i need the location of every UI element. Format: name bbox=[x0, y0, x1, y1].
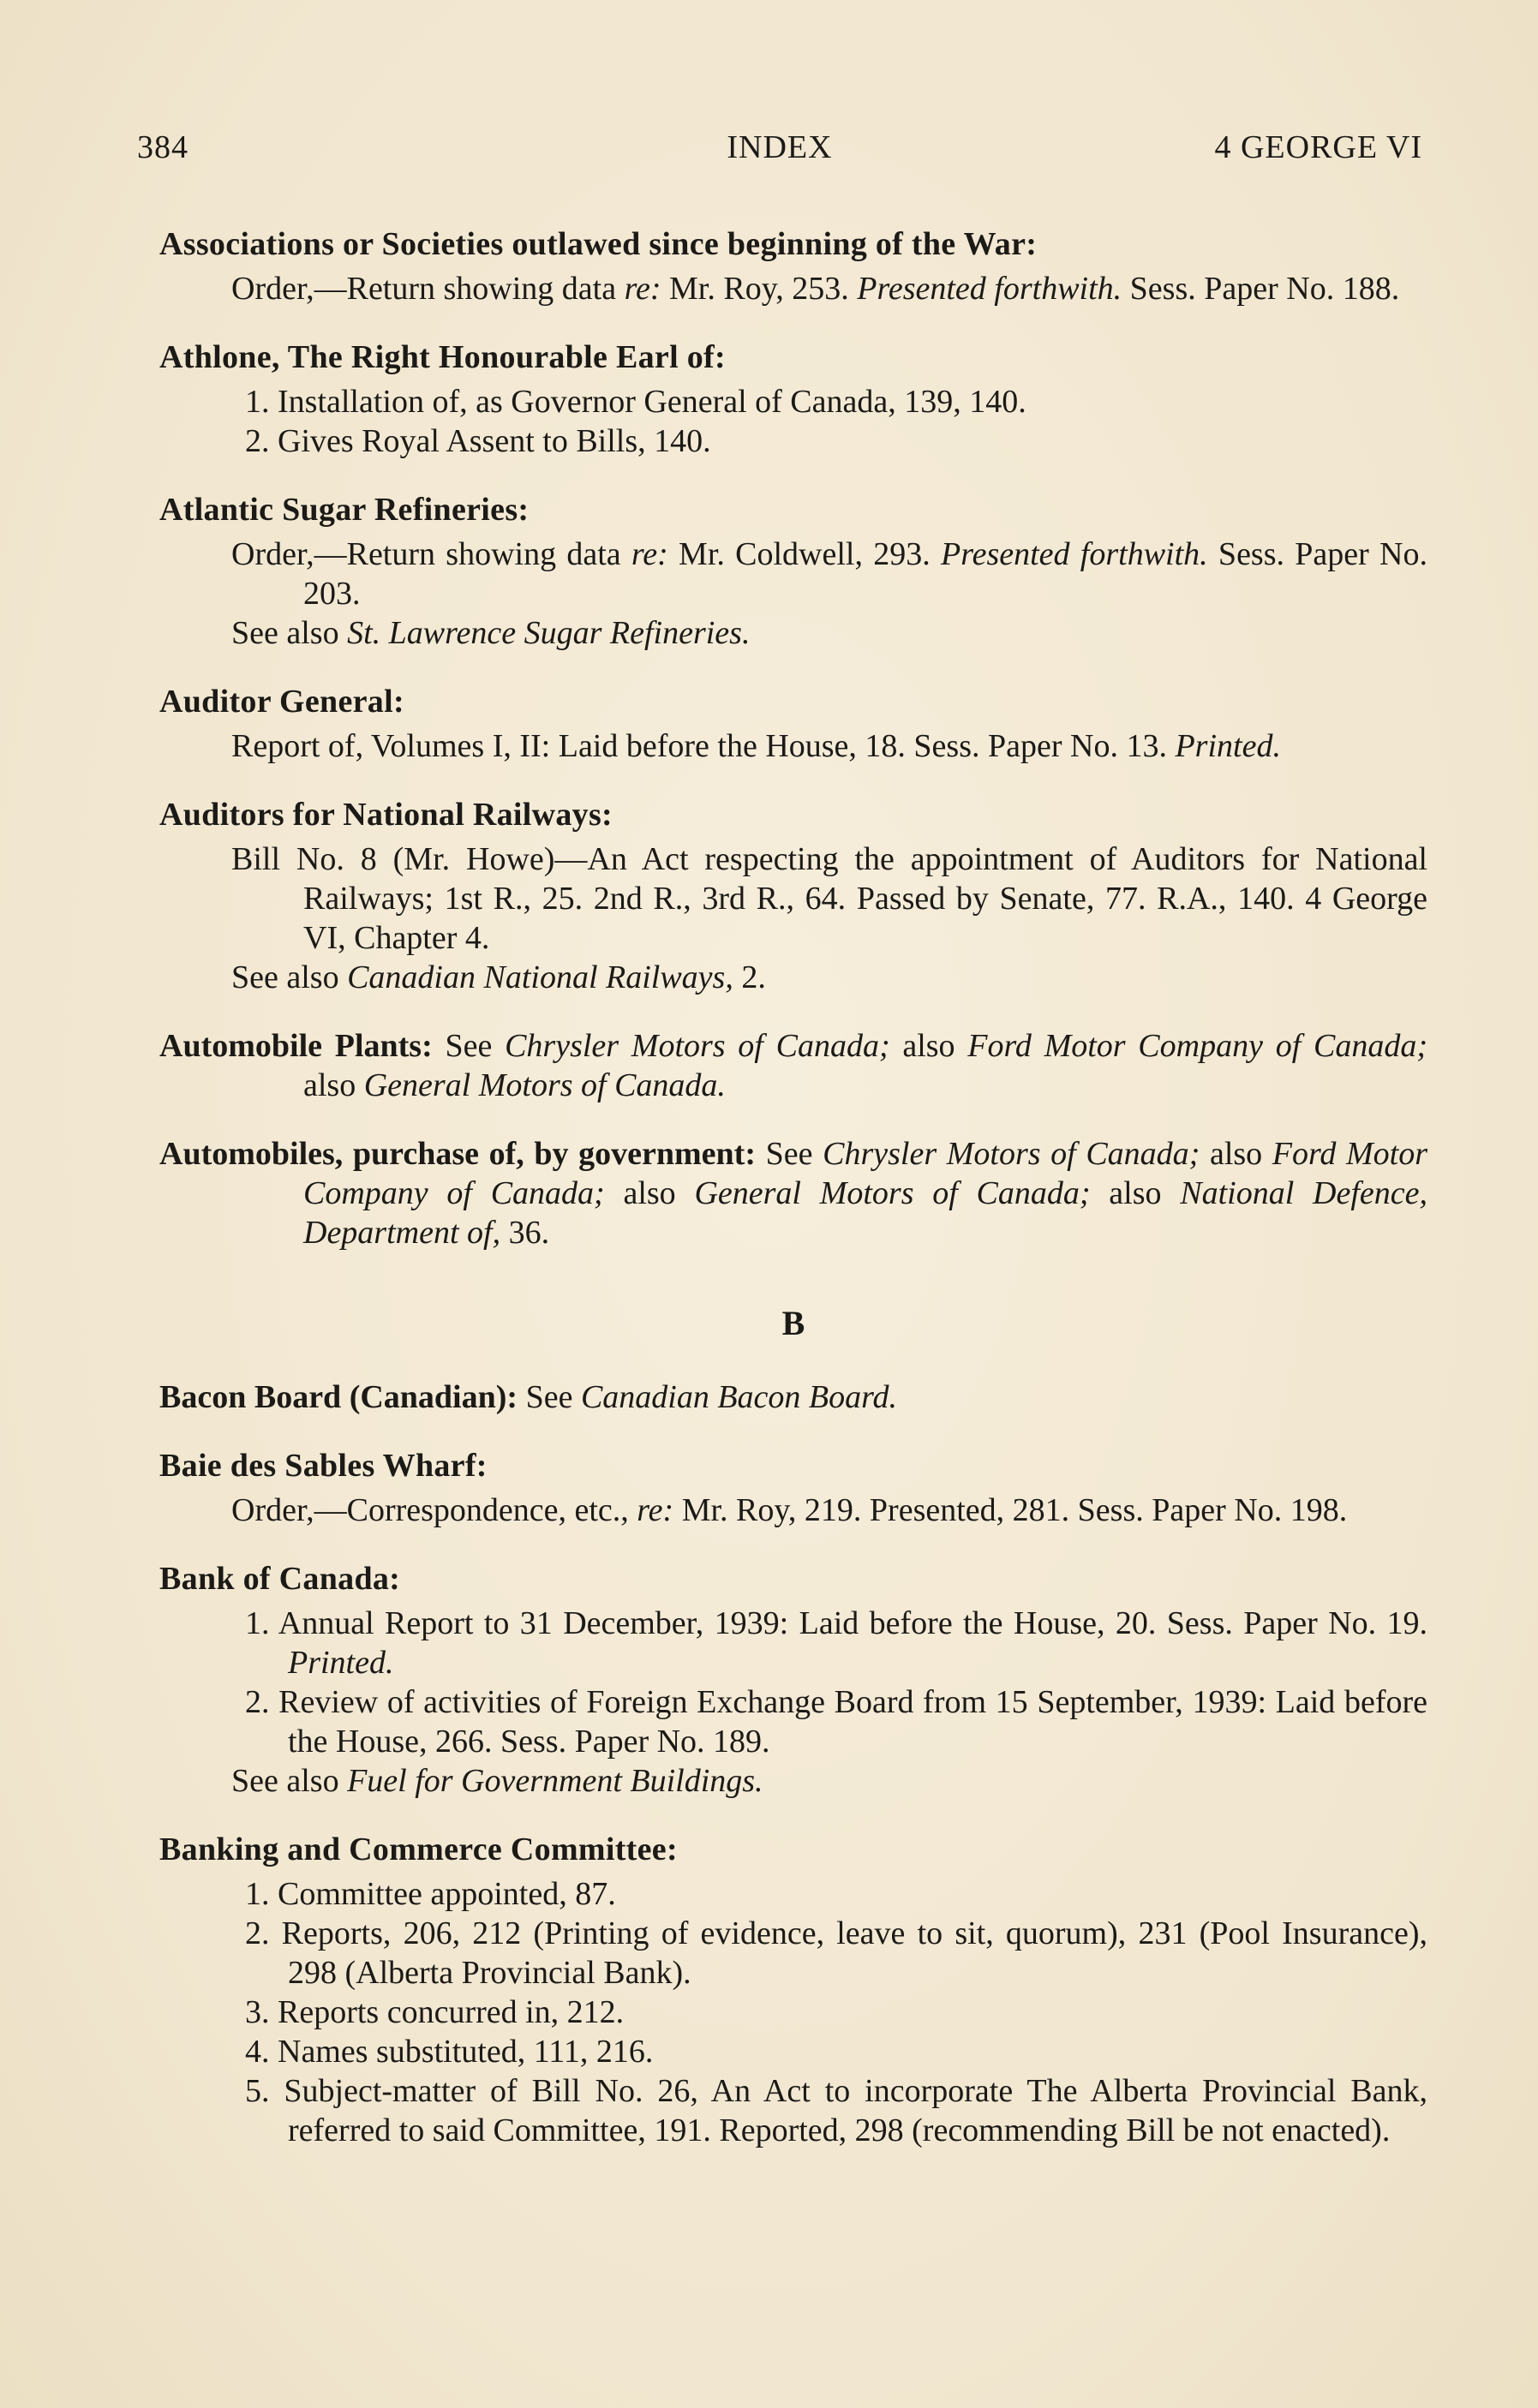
entry-item: 2. Gives Royal Assent to Bills, 140. bbox=[245, 423, 711, 459]
index-entry bbox=[159, 224, 1427, 308]
see-also: See also St. Lawrence Sugar Refineries. bbox=[231, 615, 751, 651]
entry-run bbox=[303, 1028, 1427, 1103]
entry-heading: Associations or Societies outlawed since beginning of the War: bbox=[159, 226, 1038, 262]
italic-reference: Ford Motor Company of Canada; bbox=[967, 1028, 1427, 1064]
page-header bbox=[137, 128, 1422, 180]
entry-item: 2. Reports, 206, 212 (Printing of evidence, leave to sit, quorum), 231 (Pool Insurance), 298 (Alberta Provincial Bank). bbox=[245, 1915, 1427, 1991]
page-number: 384 bbox=[137, 129, 189, 165]
entry-heading: Athlone, The Right Honourable Earl of: bbox=[159, 339, 726, 375]
run-text: also bbox=[889, 1028, 968, 1064]
italic-reference: National Defence, Department of, bbox=[303, 1175, 1428, 1251]
entry-item: 5. Subject-matter of Bill No. 26, An Act to incorporate The Alberta Provincial Bank, referred to said Committee, 191. Reported, 298 (recommending Bill be not enacted). bbox=[245, 2073, 1427, 2148]
italic-reference: General Motors of Canada. bbox=[363, 1067, 726, 1103]
entry-item: 1. Installation of, as Governor General of Canada, 139, 140. bbox=[245, 384, 1026, 420]
index-entry-run bbox=[159, 1026, 1427, 1105]
index-entry bbox=[159, 1559, 1427, 1801]
entry-heading: Bacon Board (Canadian): bbox=[159, 1379, 518, 1415]
see-also: See also Canadian National Railways, 2. bbox=[231, 959, 766, 995]
index-entry bbox=[159, 795, 1427, 997]
entry-line: Report of, Volumes I, II: Laid before the House, 18. Sess. Paper No. 13. Printed. bbox=[231, 728, 1281, 764]
entry-line: Order,—Correspondence, etc., re: Mr. Roy, 219. Presented, 281. Sess. Paper No. 198. bbox=[231, 1492, 1348, 1528]
entry-item: 3. Reports concurred in, 212. bbox=[245, 1994, 625, 2030]
entry-heading: Auditors for National Railways: bbox=[159, 797, 613, 833]
section-letter: B bbox=[781, 1304, 805, 1342]
entry-heading: Automobile Plants: bbox=[159, 1028, 433, 1064]
entry-heading: Auditor General: bbox=[159, 684, 404, 720]
index-entry-run bbox=[159, 1134, 1427, 1252]
entry-heading: Atlantic Sugar Refineries: bbox=[159, 492, 530, 528]
entry-item: 1. Committee appointed, 87. bbox=[245, 1876, 616, 1912]
session-label: 4 GEORGE VI bbox=[1214, 129, 1422, 165]
index-entry bbox=[159, 1830, 1427, 2150]
run-text: also bbox=[303, 1067, 364, 1103]
italic-reference: Chrysler Motors of Canada; bbox=[505, 1028, 890, 1064]
entry-heading: Banking and Commerce Committee: bbox=[159, 1831, 678, 1867]
run-text: See bbox=[518, 1379, 581, 1415]
italic-reference: General Motors of Canada; bbox=[694, 1175, 1091, 1211]
run-text: also bbox=[604, 1175, 695, 1211]
index-entry bbox=[159, 338, 1427, 461]
running-title: INDEX bbox=[727, 129, 833, 165]
index-body bbox=[159, 224, 1427, 2179]
entry-item: 4. Names substituted, 111, 216. bbox=[245, 2034, 654, 2070]
entry-line: Order,—Return showing data re: Mr. Roy, 253. Presented forthwith. Sess. Paper No. 188. bbox=[231, 271, 1400, 307]
see-also: See also Fuel for Government Buildings. bbox=[231, 1763, 763, 1799]
entry-line: Bill No. 8 (Mr. Howe)—An Act respecting the appointment of Auditors for National Railways; 1st R., 25. 2nd R., 3rd R., 64. Passed by Senate, 77. R.A., 140. 4 George VI, Chapter 4. bbox=[231, 841, 1427, 956]
entry-heading: Baie des Sables Wharf: bbox=[159, 1448, 488, 1484]
run-text: 36. bbox=[500, 1215, 550, 1251]
italic-reference: Ford Motor Company of Canada; bbox=[303, 1136, 1427, 1211]
run-text: also bbox=[1090, 1175, 1181, 1211]
run-text: See bbox=[756, 1136, 823, 1172]
italic-reference: Chrysler Motors of Canada; bbox=[823, 1136, 1200, 1172]
entry-item: 2. Review of activities of Foreign Exchange Board from 15 September, 1939: Laid before the House, 266. Sess. Paper No. 189. bbox=[245, 1684, 1427, 1760]
index-entry-run bbox=[159, 1377, 1427, 1417]
index-entry bbox=[159, 490, 1427, 653]
italic-reference: Canadian Bacon Board. bbox=[580, 1379, 898, 1415]
entry-heading: Bank of Canada: bbox=[159, 1561, 401, 1597]
index-entry bbox=[159, 1446, 1427, 1530]
run-text: See bbox=[432, 1028, 506, 1064]
run-text: also bbox=[1200, 1136, 1272, 1172]
entry-item: 1. Annual Report to 31 December, 1939: Laid before the House, 20. Sess. Paper No. 19. Printed. bbox=[245, 1605, 1427, 1681]
index-entry bbox=[159, 682, 1427, 766]
entry-run bbox=[518, 1379, 897, 1415]
entry-heading: Automobiles, purchase of, by government: bbox=[159, 1136, 756, 1172]
entry-line: Order,—Return showing data re: Mr. Coldwell, 293. Presented forthwith. Sess. Paper No. 203. bbox=[231, 536, 1427, 612]
